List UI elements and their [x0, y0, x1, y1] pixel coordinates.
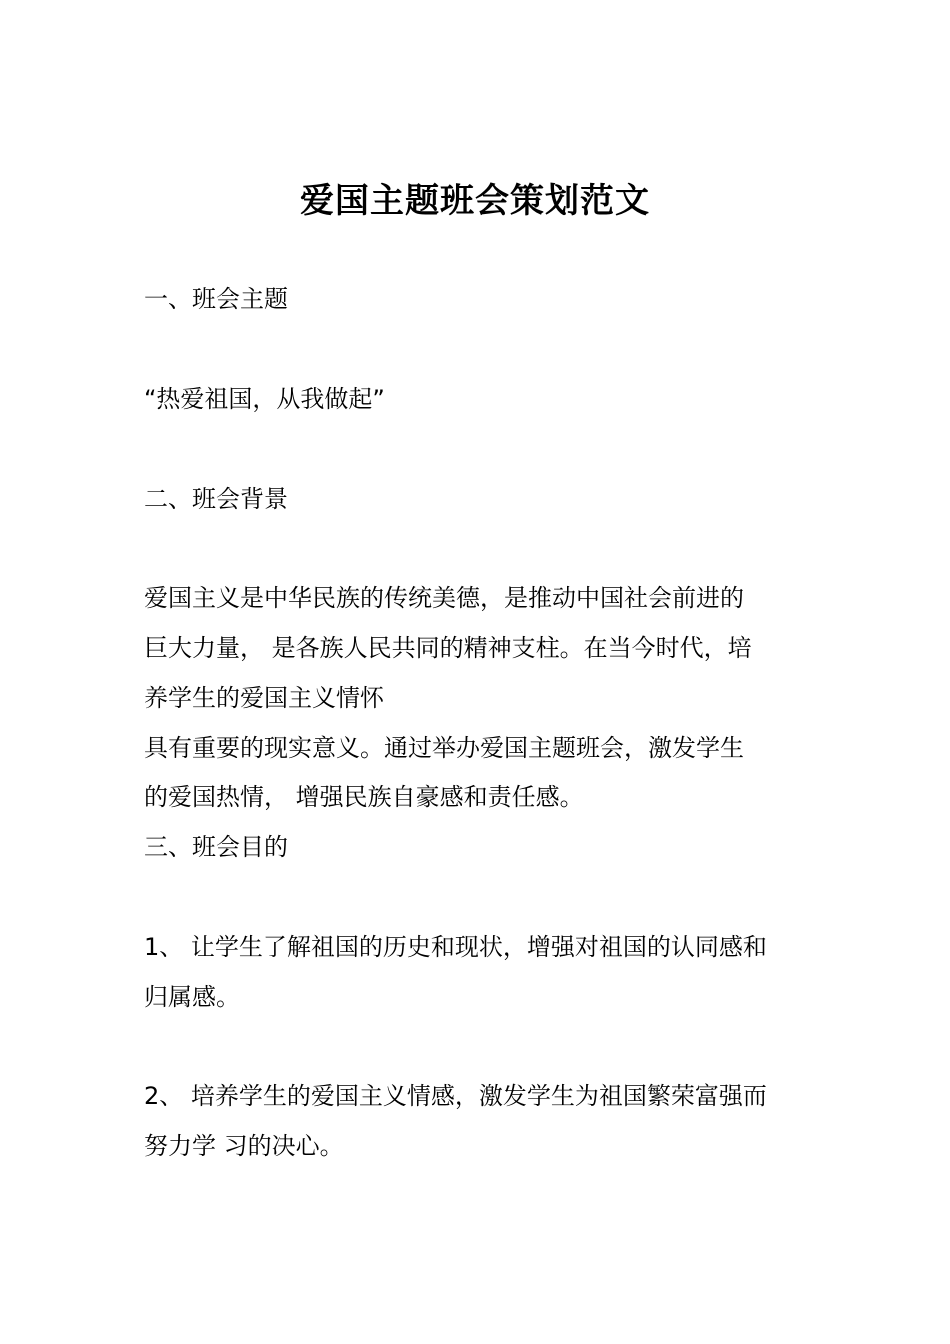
section-heading-theme: 一、班会主题	[144, 285, 288, 313]
section-heading-background: 二、班会背景	[144, 485, 288, 513]
list-item-line: 努力学 习的决心。	[144, 1132, 344, 1160]
paragraph-line: 巨大力量， 是各族人民共同的精神支柱。在当今时代，培	[144, 634, 752, 662]
paragraph-line: 具有重要的现实意义。通过举办爱国主题班会，激发学生	[144, 734, 744, 762]
list-item-line: 2、 培养学生的爱国主义情感，激发学生为祖国繁荣富强而	[144, 1082, 767, 1110]
paragraph-line: 养学生的爱国主义情怀	[144, 684, 384, 712]
list-item-line: 归属感。	[144, 983, 240, 1011]
theme-slogan: “热爱祖国，从我做起”	[144, 385, 385, 413]
paragraph-line: 爱国主义是中华民族的传统美德，是推动中国社会前进的	[144, 584, 744, 612]
document-title: 爱国主题班会策划范文	[300, 181, 650, 221]
section-heading-purpose: 三、班会目的	[144, 833, 288, 861]
list-item-line: 1、 让学生了解祖国的历史和现状，增强对祖国的认同感和	[144, 933, 767, 961]
paragraph-line: 的爱国热情， 增强民族自豪感和责任感。	[144, 783, 584, 811]
